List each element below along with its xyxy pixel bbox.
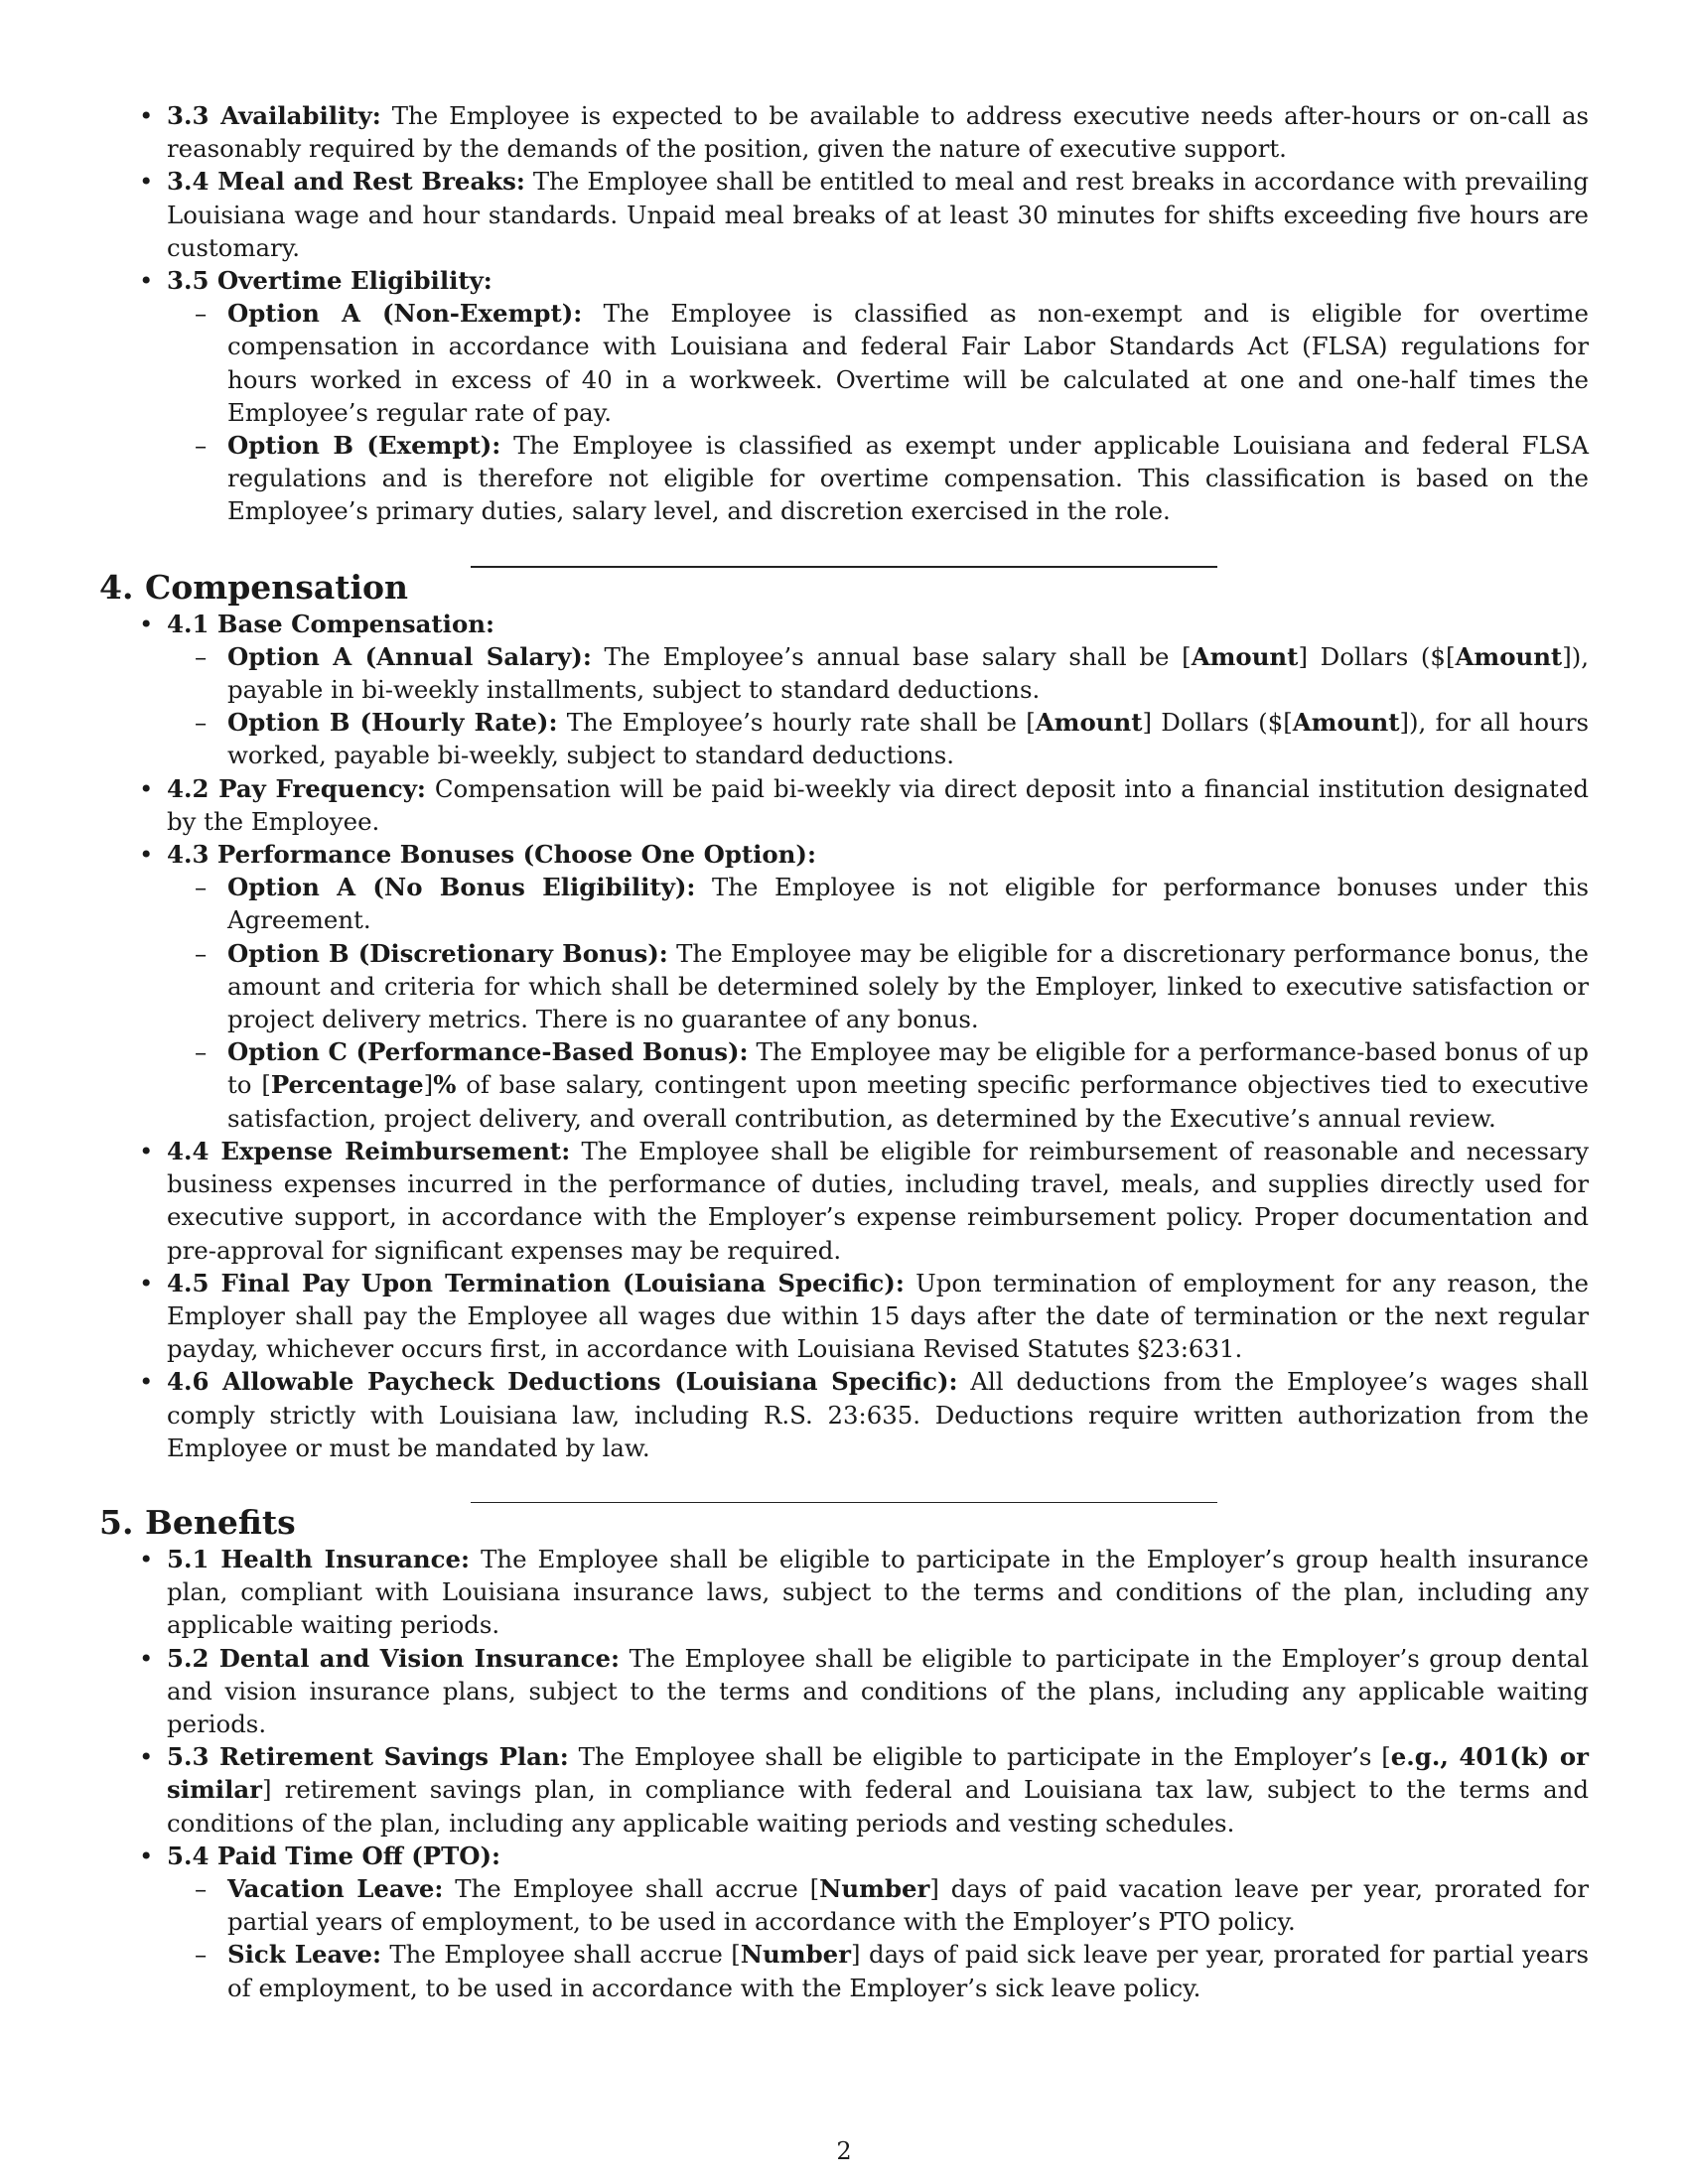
section-4-list [99,608,1589,1464]
list-item-pto: • 5.4 Paid Time Off (PTO): – Vacation Leave: The Employee shall accrue [Number] days of paid vacation leave per year, prorated for partial years of employment, to be used in accordance with the Employer’s PTO policy. – Sick Leave: The Employee shall accrue [Number] days of paid sick leave per year, prorated for partial years of employment, to be used in accordance with the Employer’s sick leave policy. [167,1840,1589,2004]
list-item-meal-breaks: • 3.4 Meal and Rest Breaks: The Employee shall be entitled to meal and rest breaks in accordance with prevailing Louisiana wage and hour standards. Unpaid meal breaks of at least 30 minutes for shifts exceeding five hours are customary. [167,165,1589,264]
list-item-health-insurance: • 5.1 Health Insurance: The Employee shall be eligible to participate in the Employer’s group health insurance plan, compliant with Louisiana insurance laws, subject to the terms and conditions of the plan, including any applicable waiting periods. [167,1543,1589,1642]
section-3-list [99,99,1589,528]
list-item-performance-bonuses: • 4.3 Performance Bonuses (Choose One Option): – Option A (No Bonus Eligibility): The Employee is not eligible for performance bonuses under this Agreement. – Option B (Discretionary Bonus): The Employee may be eligible for a discretionary performance bonus, the amount and criteria for which shall be determined solely by the Employer, linked to executive satisfaction or project delivery metrics. There is no guarantee of any bonus. – Option C (Performance-Based Bonus): The Employee may be eligible for a performance-based bonus of up to [Percentage]% of base salary, contingent upon meeting specific performance objectives tied to executive satisfaction, project delivery, and overall contribution, as determined by the Executive’s annual review. [167,838,1589,1135]
pto-vacation-leave: – Vacation Leave: The Employee shall accrue [Number] days of paid vacation leave per year, prorated for partial years of employment, to be used in accordance with the Employer’s PTO policy. [227,1872,1589,1938]
bonus-option-c: – Option C (Performance-Based Bonus): The Employee may be eligible for a performance-based bonus of up to [Percentage]% of base salary, contingent upon meeting specific performance objectives tied to executive satisfaction, project delivery, and overall contribution, as determined by the Executive’s annual review. [227,1035,1589,1135]
pto-options [167,1872,1589,2004]
list-item-overtime: • 3.5 Overtime Eligibility: – Option A (Non-Exempt): The Employee is classified as non-exempt and is eligible for overtime compensation in accordance with Louisiana and federal Fair Labor Standards Act (FLSA) regulations for hours worked in excess of 40 in a workweek. Overtime will be calculated at one and one-half times the Employee’s regular rate of pay. – Option B (Exempt): The Employee is classified as exempt under applicable Louisiana and federal FLSA regulations and is therefore not eligible for overtime compensation. This classification is based on the Employee’s primary duties, salary level, and discretion exercised in the role. [167,264,1589,528]
bonus-options [167,871,1589,1135]
base-option-a: – Option A (Annual Salary): The Employee’s annual base salary shall be [Amount] Dollars ($[Amount]), payable in bi-weekly installments, subject to standard deductions. [227,640,1589,706]
list-item-retirement: • 5.3 Retirement Savings Plan: The Employee shall be eligible to participate in the Employer’s [e.g., 401(k) or similar] retirement savings plan, in compliance with federal and Louisiana tax law, subject to the terms and conditions of the plan, including any applicable waiting periods and vesting schedules. [167,1740,1589,1840]
section-5-list [99,1543,1589,2004]
list-item-base-compensation: • 4.1 Base Compensation: – Option A (Annual Salary): The Employee’s annual base salary shall be [Amount] Dollars ($[Amount]), payable in bi-weekly installments, subject to standard deductions. – Option B (Hourly Rate): The Employee’s hourly rate shall be [Amount] Dollars ($[Amount]), for all hours worked, payable bi-weekly, subject to standard deductions. [167,608,1589,772]
bonus-option-a: – Option A (No Bonus Eligibility): The Employee is not eligible for performance bonuses under this Agreement. [227,871,1589,936]
list-item-pay-frequency: • 4.2 Pay Frequency: Compensation will be paid bi-weekly via direct deposit into a financial institution designated by the Employee. [167,772,1589,838]
overtime-option-b: – Option B (Exempt): The Employee is classified as exempt under applicable Louisiana and federal FLSA regulations and is therefore not eligible for overtime compensation. This classification is based on the Employee’s primary duties, salary level, and discretion exercised in the role. [227,429,1589,528]
page-content [99,99,1589,2004]
page-number: 2 [836,2137,852,2165]
list-item-paycheck-deductions: • 4.6 Allowable Paycheck Deductions (Louisiana Specific): All deductions from the Employee’s wages shall comply strictly with Louisiana law, including R.S. 23:635. Deductions require written authorization from the Employee or must be mandated by law. [167,1365,1589,1464]
pto-sick-leave: – Sick Leave: The Employee shall accrue [Number] days of paid sick leave per year, prorated for partial years of employment, to be used in accordance with the Employer’s sick leave policy. [227,1938,1589,2003]
list-item-final-pay: • 4.5 Final Pay Upon Termination (Louisiana Specific): Upon termination of employment for any reason, the Employer shall pay the Employee all wages due within 15 days after the date of termination or the next regular payday, whichever occurs first, in accordance with Louisiana Revised Statutes §23:631. [167,1267,1589,1366]
base-option-b: – Option B (Hourly Rate): The Employee’s hourly rate shall be [Amount] Dollars ($[Amount]), for all hours worked, payable bi-weekly, subject to standard deductions. [227,706,1589,771]
section-heading-benefits: 5. Benefits [99,1502,296,1542]
base-compensation-options [167,640,1589,772]
section-heading-compensation: 4. Compensation [99,567,408,607]
list-item-expense-reimbursement: • 4.4 Expense Reimbursement: The Employee shall be eligible for reimbursement of reasonable and necessary business expenses incurred in the performance of duties, including travel, meals, and supplies directly used for executive support, in accordance with the Employer’s expense reimbursement policy. Proper documentation and pre-approval for significant expenses may be required. [167,1135,1589,1267]
overtime-options [167,297,1589,527]
bonus-option-b: – Option B (Discretionary Bonus): The Employee may be eligible for a discretionary performance bonus, the amount and criteria for which shall be determined solely by the Employer, linked to executive satisfaction or project delivery metrics. There is no guarantee of any bonus. [227,937,1589,1036]
list-item-availability: • 3.3 Availability: The Employee is expected to be available to address executive needs after-hours or on-call as reasonably required by the demands of the position, given the nature of executive support. [167,99,1589,165]
list-item-dental-vision: • 5.2 Dental and Vision Insurance: The Employee shall be eligible to participate in the Employer’s group dental and vision insurance plans, subject to the terms and conditions of the plans, including any applicable waiting periods. [167,1642,1589,1741]
overtime-option-a: – Option A (Non-Exempt): The Employee is classified as non-exempt and is eligible for overtime compensation in accordance with Louisiana and federal Fair Labor Standards Act (FLSA) regulations for hours worked in excess of 40 in a workweek. Overtime will be calculated at one and one-half times the Employee’s regular rate of pay. [227,297,1589,429]
